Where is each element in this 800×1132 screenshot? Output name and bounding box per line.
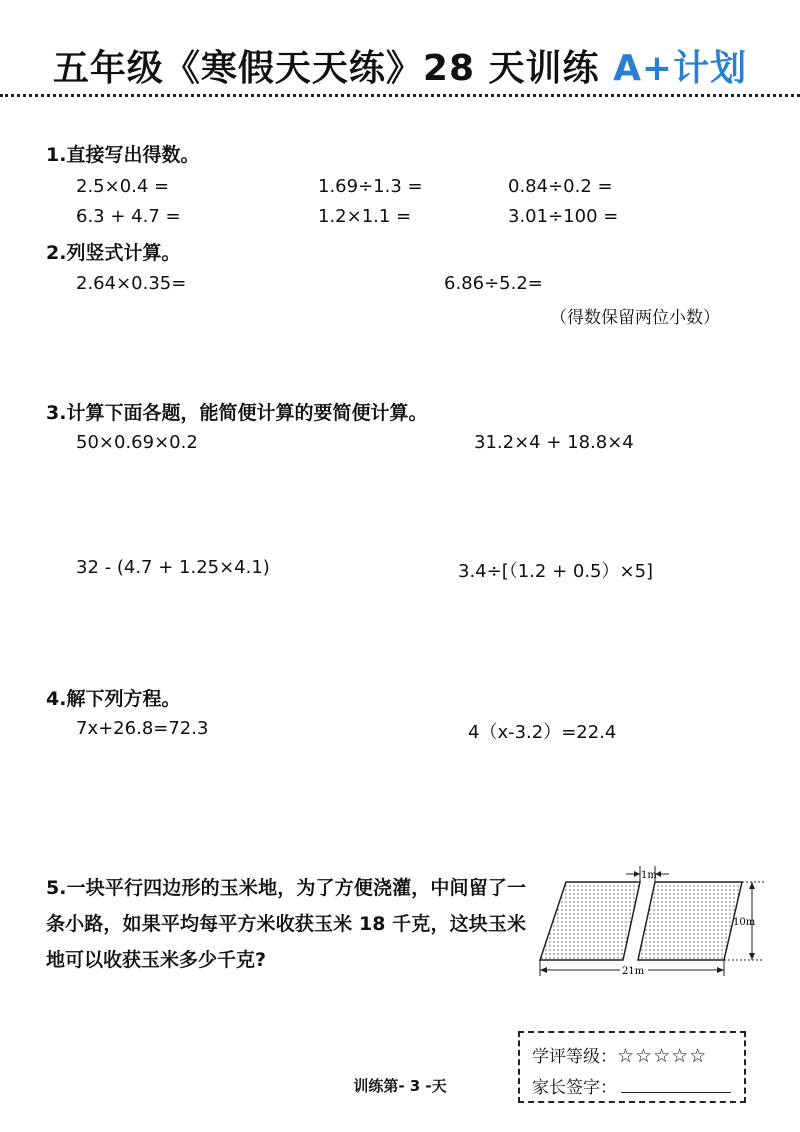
dotted-divider: [0, 94, 800, 97]
grade-row: [532, 1042, 707, 1067]
parallelogram-field-diagram: [528, 860, 768, 990]
q1-item: 1.69÷1.3 =: [318, 176, 423, 197]
q3-heading: 3.计算下面各题，能简便计算的要简便计算。: [46, 402, 428, 424]
title-accent: A+计划: [613, 48, 748, 89]
q4-item: 4（x-3.2）=22.4: [468, 722, 617, 743]
q2-note: （得数保留两位小数）: [550, 308, 720, 328]
title-main: 五年级《寒假天天练》28 天训练: [52, 48, 614, 89]
q1-item: 0.84÷0.2 =: [508, 176, 613, 197]
height-label: 10m: [733, 917, 756, 928]
page-footer: 训练第- 3 -天: [353, 1077, 447, 1095]
q2-heading: 2.列竖式计算。: [46, 242, 181, 264]
q1-item: 3.01÷100 =: [508, 206, 619, 227]
field-right: [638, 882, 742, 960]
q2-item: 2.64×0.35=: [76, 273, 187, 294]
q3-item: 50×0.69×0.2: [76, 432, 198, 453]
q1-item: 1.2×1.1 =: [318, 206, 412, 227]
q5-text: 5.一块平行四边形的玉米地，为了方便浇灌，中间留了一条小路，如果平均每平方米收获玉米 18 千克，这块玉米地可以收获玉米多少千克?: [46, 877, 526, 971]
q1-item: 2.5×0.4 =: [76, 176, 170, 197]
path-width-label: 1m: [641, 870, 657, 881]
q4-item: 7x+26.8=72.3: [76, 718, 209, 739]
q1-heading: 1.直接写出得数。: [46, 144, 200, 166]
rating-stars[interactable]: ☆☆☆☆☆: [617, 1045, 708, 1067]
q4-heading: 4.解下列方程。: [46, 688, 181, 710]
field-left: [540, 882, 640, 960]
grade-label: 学评等级：: [532, 1047, 617, 1067]
base-label: 21m: [622, 966, 645, 977]
sign-label: 家长签字：: [532, 1078, 617, 1098]
q2-item: 6.86÷5.2=: [444, 273, 543, 294]
q3-item: 31.2×4 + 18.8×4: [474, 432, 634, 453]
q3-item: 3.4÷[（1.2 + 0.5）×5]: [458, 561, 654, 582]
q1-item: 6.3 + 4.7 =: [76, 206, 181, 227]
page-title: [0, 40, 800, 91]
q3-item: 32 - (4.7 + 1.25×4.1): [76, 557, 270, 578]
